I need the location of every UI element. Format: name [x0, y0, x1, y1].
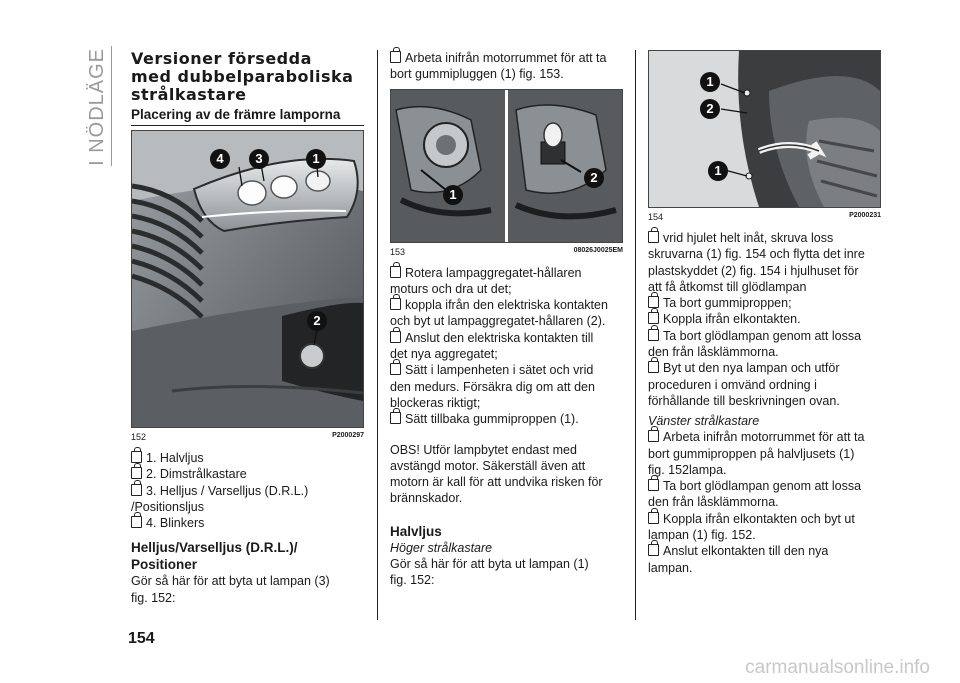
figure-153 — [390, 89, 623, 243]
step-item: Ta bort gummiproppen; — [648, 295, 881, 311]
callout-1b: 1 — [708, 161, 728, 181]
step-item: Rotera lampaggregatet-hållaren moturs och dra ut det; — [390, 265, 582, 296]
subtitle-rule — [131, 125, 364, 126]
column-1 — [131, 50, 364, 606]
callout-1: 1 — [700, 72, 720, 92]
figure-154 — [648, 50, 881, 208]
headlight-illustration — [132, 131, 363, 427]
engine-bay-illustration — [391, 90, 622, 242]
step-item: Ta bort glödlampan genom att lossa den från låsklämmorna. — [648, 328, 862, 360]
page-number: 154 — [128, 630, 155, 647]
figure-caption: 153 08026J0025EM — [390, 246, 623, 257]
step-item: Ta bort glödlampan genom att lossa den från låsklämmorna. — [648, 479, 862, 510]
step-item: Sätt tillbaka gummiproppen (1). — [390, 411, 623, 427]
step-item: Anslut elkontakten till den nya lampan. — [648, 544, 829, 575]
callout-2: 2 — [584, 168, 604, 188]
callout-3: 3 — [249, 149, 269, 169]
heading-halvljus: Halvljus — [390, 523, 442, 539]
figure-caption: 154 P2000231 — [648, 212, 881, 222]
callout-4: 4 — [210, 149, 230, 169]
bulb-icon — [131, 484, 142, 496]
legend-item: 1. Halvljus — [131, 450, 364, 466]
bulb-icon — [390, 298, 401, 310]
column-3 — [648, 50, 881, 576]
bulb-icon — [648, 512, 659, 524]
legend-item-continued: /Positionsljus — [131, 499, 204, 514]
body-text: Gör så här för att byta ut lampan (1) fig. 152: — [390, 556, 589, 588]
step-item: Arbeta inifrån motorrummet för att ta bort gummiproppen på halvljusets (1) fig. 152lampa. — [648, 430, 865, 477]
column-divider-1 — [377, 50, 378, 620]
section-title: Versioner försedda med dubbelparaboliska strålkastare — [131, 49, 354, 104]
column-divider-2 — [635, 50, 636, 620]
bulb-icon — [648, 430, 659, 442]
legend-item: 3. Helljus / Varselljus (D.R.L.) — [131, 483, 364, 499]
bulb-icon — [648, 312, 659, 324]
subheading-right-headlight: Höger strålkastare — [390, 540, 493, 555]
section-tab: I NÖDLÄGE — [86, 48, 108, 166]
step-item: koppla ifrån den elektriska kontakten och byt ut lampaggregatet-hållaren (2). — [390, 298, 608, 329]
callout-1: 1 — [306, 149, 326, 169]
wheel-arch-illustration — [649, 51, 880, 207]
section-subtitle: Placering av de främre lamporna — [131, 107, 341, 122]
note-text: OBS! Utför lampbytet endast med avstängd motor. Säkerställ även att motorn är kall för att undvika risken för brännskador. — [390, 442, 603, 506]
bulb-icon — [648, 296, 659, 308]
step-item: vrid hjulet helt inåt, skruva loss skruvarna (1) fig. 154 och flytta det inre plastskyddet (2) fig. 154 i hjulhuset för att få åtkomst till glödlampan — [648, 231, 865, 294]
bulb-icon — [648, 479, 659, 491]
callout-2: 2 — [700, 99, 720, 119]
bulb-icon — [648, 329, 659, 341]
step-item: Byt ut den nya lampan och utför proceduren i omvänd ordning i förhållande till beskrivningen ovan. — [648, 361, 840, 408]
step-item: Arbeta inifrån motorrummet för att ta bort gummipluggen (1) fig. 153. — [390, 51, 607, 82]
callout-1: 1 — [443, 185, 463, 205]
bulb-icon — [648, 544, 659, 556]
bulb-icon — [390, 363, 401, 375]
heading-helljus: Helljus/Varselljus (D.R.L.)/ Positioner — [131, 540, 298, 573]
figure-caption: 152 P2000297 — [131, 432, 364, 442]
bulb-icon — [648, 231, 659, 243]
body-text: Gör så här för att byta ut lampan (3) fig. 152: — [131, 574, 330, 605]
bulb-icon — [390, 51, 401, 63]
figure-152 — [131, 130, 364, 428]
step-item: Koppla ifrån elkontakten och byt ut lampan (1) fig. 152. — [648, 511, 855, 543]
step-item: Koppla ifrån elkontakten. — [648, 311, 881, 327]
bulb-icon — [131, 451, 142, 463]
bulb-icon — [131, 516, 142, 528]
subheading-left-headlight: Vänster strålkastare — [648, 414, 760, 429]
bulb-icon — [648, 361, 659, 373]
bulb-icon — [390, 412, 401, 424]
section-tab-line — [111, 46, 112, 166]
watermark: carmanualsonline.info — [745, 657, 930, 678]
bulb-icon — [131, 467, 142, 479]
legend-item: 4. Blinkers — [131, 515, 364, 531]
callout-2: 2 — [307, 311, 327, 331]
bulb-icon — [390, 266, 401, 278]
step-item: Anslut den elektriska kontakten till det nya aggregatet; — [390, 330, 594, 362]
column-2 — [390, 50, 623, 588]
step-item: Sätt i lampenheten i sätet och vrid den medurs. Försäkra dig om att den blockeras riktigt; — [390, 363, 595, 410]
bulb-icon — [390, 331, 401, 343]
legend-item: 2. Dimstrålkastare — [131, 466, 364, 482]
